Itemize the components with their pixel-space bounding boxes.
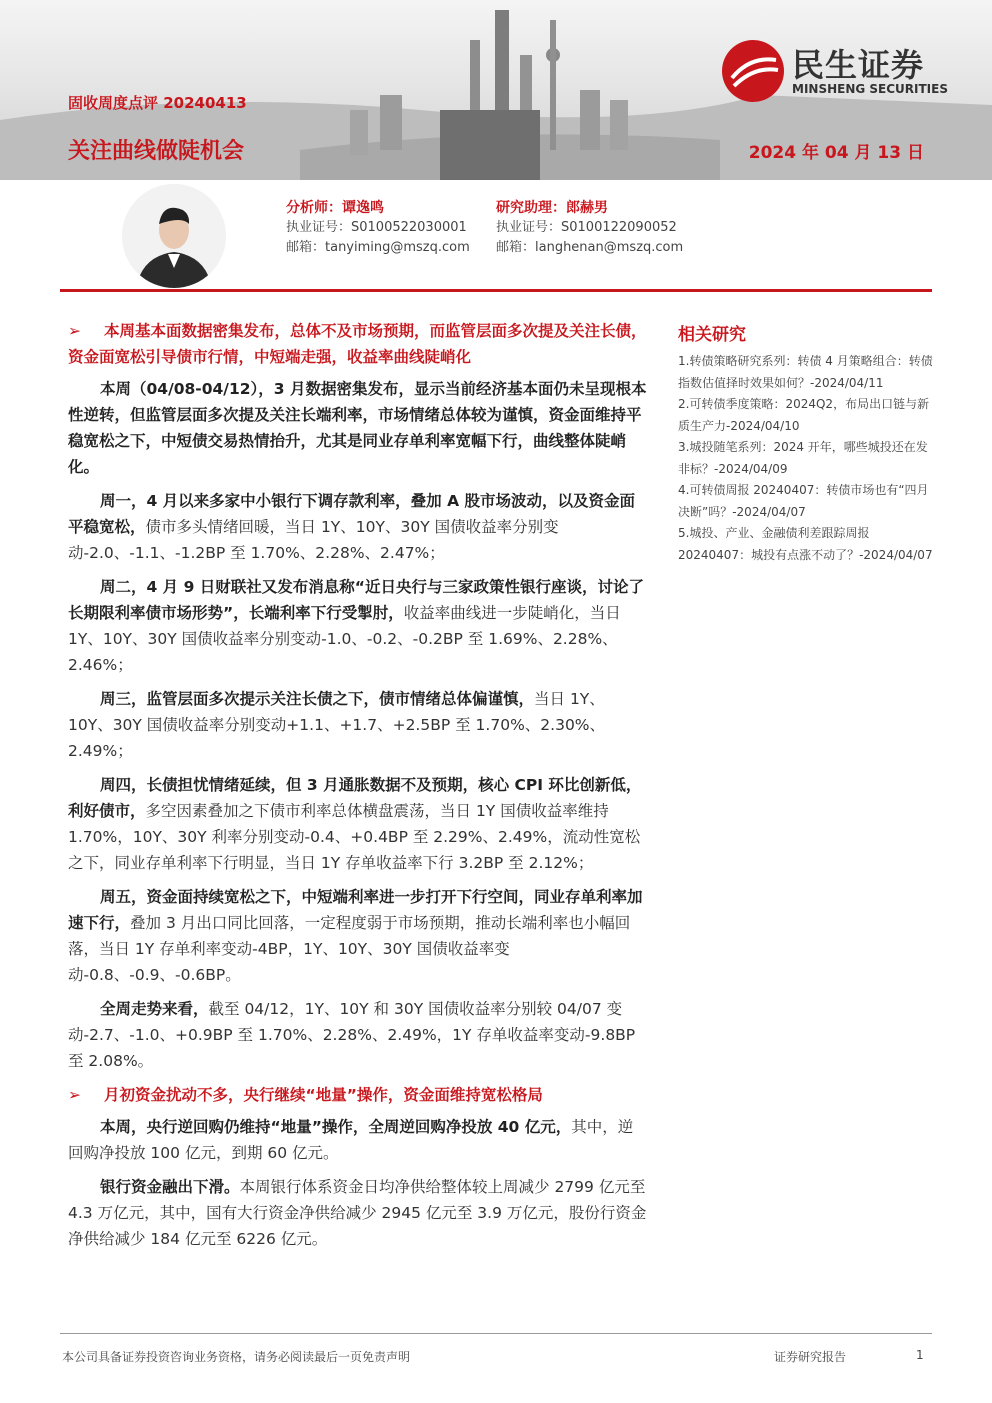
page-title: 关注曲线做陡机会 — [68, 139, 245, 164]
analyst-email: 邮箱：tanyiming@mszq.com — [286, 240, 470, 255]
paragraph-monday: 周一，4 月以来多家中小银行下调存款利率，叠加 A 股市场波动，以及资金面平稳宽松，债市多头情绪回暖，当日 1Y、10Y、30Y 国债收益率分别变动-2.0、-1.1、-1.2BP 至 1.70%、2.28%、2.47%； — [68, 492, 635, 562]
related-research-item[interactable]: 3.城投随笔系列：2024 开年，哪些城投还在发非标？-2024/04/09 — [678, 440, 928, 476]
assistant-email: 邮箱：langhenan@mszq.com — [496, 240, 684, 255]
paragraph-thursday: 周四，长债担忧情绪延续，但 3 月通胀数据不及预期，核心 CPI 环比创新低，利好债市，多空因素叠加之下债市利率总体横盘震荡，当日 1Y 国债收益率维持 1.70%，10Y、30Y 利率分别变动-0.4、+0.4BP 至 2.29%、2.49%，流动性宽松之下，同业存单利率下行明显，当日 1Y 存单收益率下行 3.2BP 至 2.12%； — [68, 776, 642, 872]
related-research-heading: 相关研究 — [678, 325, 746, 345]
section-heading-2: ➢ 月初资金扰动不多，央行继续“地量”操作，资金面维持宽松格局 — [68, 1082, 648, 1108]
assistant-name: 研究助理：郎赫男 — [496, 200, 608, 216]
paragraph-week: 全周走势来看，截至 04/12，1Y、10Y 和 30Y 国债收益率分别较 04/07 变动-2.7、-1.0、+0.9BP 至 1.70%、2.28%、2.49%，1Y 存单收益率变动-9.8BP 至 2.08%。 — [68, 1000, 636, 1070]
header-banner — [0, 0, 992, 180]
paragraph-tuesday: 周二，4 月 9 日财联社又发布消息称“近日央行与三家政策性银行座谈，讨论了长期限利率债市场形势”，长端利率下行受掣肘，收益率曲线进一步陡峭化，当日 1Y、10Y、30Y 国债收益率分别变动-1.0、-0.2、-0.2BP 至 1.69%、2.28%、2.46%； — [68, 578, 644, 674]
paragraph-summary: 本周（04/08-04/12），3 月数据密集发布，显示当前经济基本面仍未呈现根本性逆转，但监管层面多次提及关注长端利率，市场情绪总体较为谨慎，资金面维持平稳宽松之下，中短债交易热情抬升，尤其是同业存单利率宽幅下行，曲线整体陡峭化。 — [68, 380, 647, 476]
report-series: 固收周度点评 20240413 — [68, 94, 247, 112]
arrow-bullet-icon: ➢ — [68, 322, 81, 340]
section-heading-1: ➢ 本周基本面数据密集发布，总体不及市场预期，而监管层面多次提及关注长债，资金面宽松引导债市行情，中短端走强，收益率曲线陡峭化 — [68, 318, 648, 370]
footer-report-type: 证券研究报告 — [774, 1350, 847, 1364]
analyst-info-1 — [286, 198, 470, 258]
header-divider — [60, 289, 932, 292]
company-logo — [720, 38, 970, 108]
analyst-photo — [122, 184, 226, 288]
footer-disclaimer: 本公司具备证券投资咨询业务资格，请务必阅读最后一页免责声明 — [62, 1350, 411, 1364]
logo-emblem-icon — [720, 38, 786, 104]
logo-text-en: MINSHENG SECURITIES — [792, 82, 948, 96]
main-content — [68, 318, 648, 1260]
related-research-item[interactable]: 5.城投、产业、金融债利差跟踪周报 20240407：城投有点涨不动了？-2024/04/07 — [678, 526, 933, 562]
related-research — [678, 320, 934, 566]
paragraph-bank-funding: 银行资金融出下滑。本周银行体系资金日均净供给整体较上周减少 2799 亿元至 4.3 万亿元，其中，国有大行资金净供给减少 2945 亿元至 3.9 万亿元，股份行资金净供给减少 184 亿元至 6226 亿元。 — [68, 1178, 647, 1248]
logo-text-cn: 民生证券 — [792, 46, 925, 84]
report-date: 2024 年 04 月 13 日 — [748, 143, 924, 163]
analyst-cert: 执业证号：S0100522030001 — [286, 220, 467, 235]
related-research-item[interactable]: 1.转债策略研究系列：转债 4 月策略组合：转债指数估值择时效果如何？-2024/04/11 — [678, 354, 933, 390]
page-number: 1 — [916, 1348, 924, 1362]
arrow-bullet-icon: ➢ — [68, 1086, 81, 1104]
paragraph-friday: 周五，资金面持续宽松之下，中短端利率进一步打开下行空间，同业存单利率加速下行，叠加 3 月出口同比回落，一定程度弱于市场预期，推动长端利率也小幅回落，当日 1Y 存单利率变动-4BP，1Y、10Y、30Y 国债收益率变动-0.8、-0.9、-0.6BP。 — [68, 888, 643, 984]
paragraph-wednesday: 周三，监管层面多次提示关注长债之下，债市情绪总体偏谨慎，当日 1Y、10Y、30Y 国债收益率分别变动+1.1、+1.7、+2.5BP 至 1.70%、2.30%、2.49%； — [68, 690, 606, 760]
footer-divider — [60, 1333, 932, 1334]
related-research-item[interactable]: 4.可转债周报 20240407：转债市场也有“四月决断”吗？-2024/04/07 — [678, 483, 929, 519]
assistant-cert: 执业证号：S0100122090052 — [496, 220, 677, 235]
paragraph-reverse-repo: 本周，央行逆回购仍维持“地量”操作，全周逆回购净投放 40 亿元，其中，逆回购净投放 100 亿元，到期 60 亿元。 — [68, 1118, 634, 1162]
analyst-info-2 — [496, 198, 683, 258]
related-research-item[interactable]: 2.可转债季度策略：2024Q2，布局出口链与新质生产力-2024/04/10 — [678, 397, 930, 433]
analyst-name: 分析师：谭逸鸣 — [286, 200, 384, 216]
